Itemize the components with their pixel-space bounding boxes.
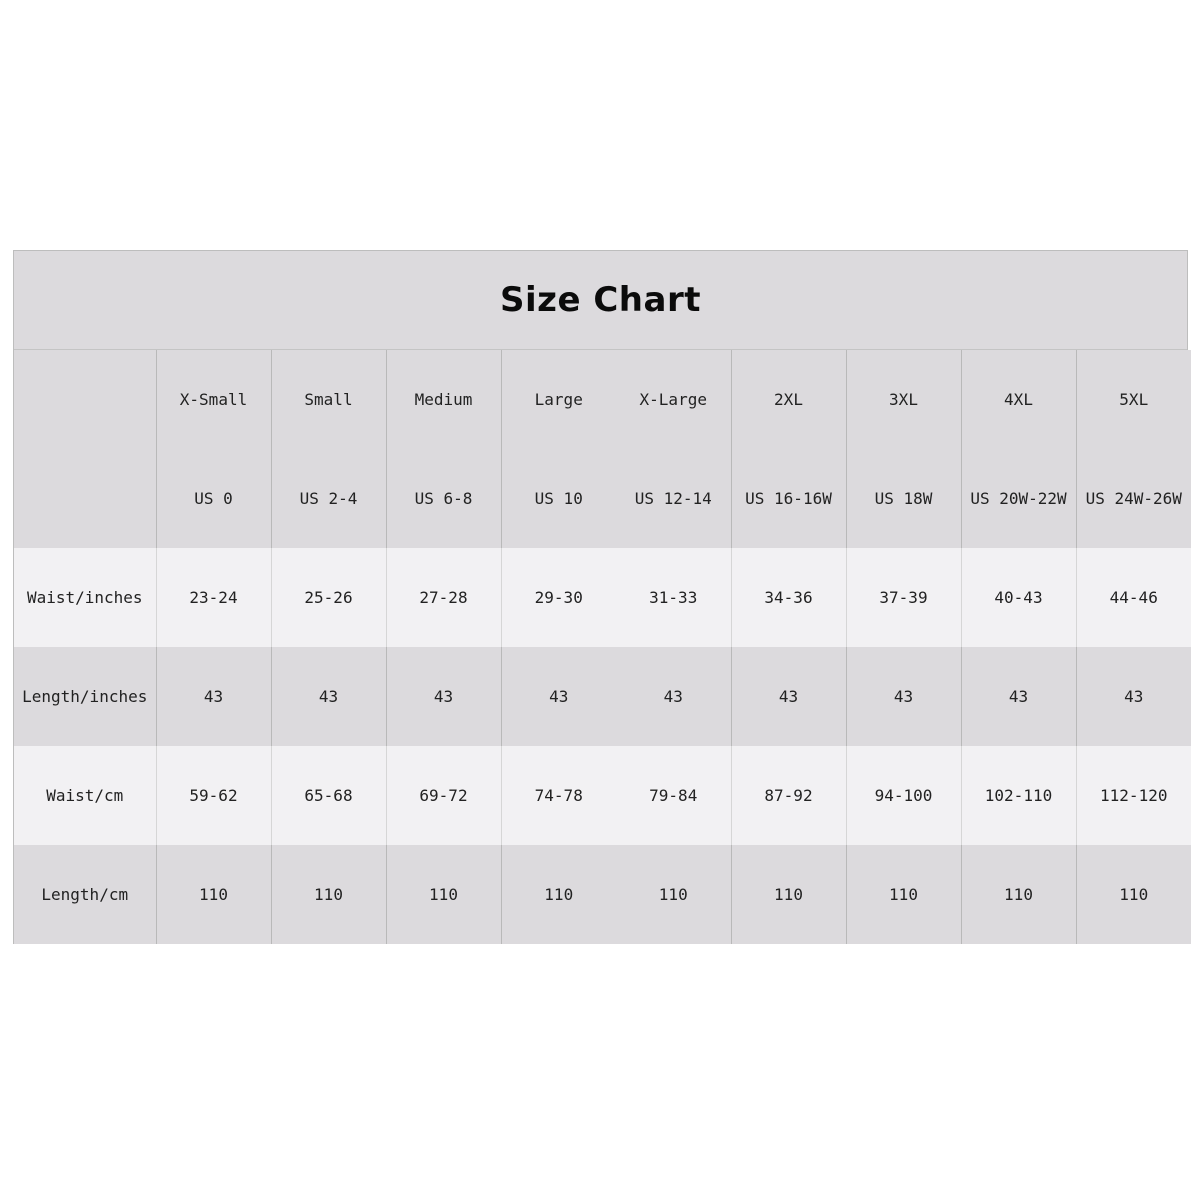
- us-size-cell: US 20W-22W: [961, 449, 1076, 548]
- size-header: Small: [271, 350, 386, 449]
- us-size-cell: US 16-16W: [731, 449, 846, 548]
- table-cell: 74-78: [501, 746, 616, 845]
- row-label: Waist/cm: [14, 746, 156, 845]
- size-header: 4XL: [961, 350, 1076, 449]
- us-size-cell: US 2-4: [271, 449, 386, 548]
- us-size-cell: US 12-14: [616, 449, 731, 548]
- size-header: 5XL: [1076, 350, 1191, 449]
- length-inches-row: [14, 647, 1191, 746]
- table-cell: 110: [386, 845, 501, 944]
- size-header: 2XL: [731, 350, 846, 449]
- corner-cell: [14, 449, 156, 548]
- us-size-cell: US 18W: [846, 449, 961, 548]
- table-cell: 43: [271, 647, 386, 746]
- size-header: Medium: [386, 350, 501, 449]
- table-cell: 31-33: [616, 548, 731, 647]
- table-cell: 23-24: [156, 548, 271, 647]
- table-cell: 25-26: [271, 548, 386, 647]
- table-cell: 110: [156, 845, 271, 944]
- title-bar: [14, 251, 1187, 350]
- table-cell: 43: [501, 647, 616, 746]
- table-cell: 43: [1076, 647, 1191, 746]
- us-size-row: [14, 449, 1191, 548]
- size-table: [14, 350, 1191, 944]
- table-cell: 94-100: [846, 746, 961, 845]
- row-label: Length/cm: [14, 845, 156, 944]
- waist-cm-row: [14, 746, 1191, 845]
- table-cell: 79-84: [616, 746, 731, 845]
- table-cell: 102-110: [961, 746, 1076, 845]
- table-cell: 69-72: [386, 746, 501, 845]
- table-cell: 43: [386, 647, 501, 746]
- table-cell: 65-68: [271, 746, 386, 845]
- row-label: Length/inches: [14, 647, 156, 746]
- table-cell: 112-120: [1076, 746, 1191, 845]
- size-header: X-Large: [616, 350, 731, 449]
- table-cell: 40-43: [961, 548, 1076, 647]
- size-header: Large: [501, 350, 616, 449]
- table-cell: 37-39: [846, 548, 961, 647]
- table-cell: 29-30: [501, 548, 616, 647]
- table-cell: 110: [616, 845, 731, 944]
- size-header: X-Small: [156, 350, 271, 449]
- table-cell: 43: [731, 647, 846, 746]
- table-cell: 59-62: [156, 746, 271, 845]
- length-cm-row: [14, 845, 1191, 944]
- table-cell: 27-28: [386, 548, 501, 647]
- table-cell: 110: [846, 845, 961, 944]
- corner-cell: [14, 350, 156, 449]
- table-cell: 44-46: [1076, 548, 1191, 647]
- us-size-cell: US 10: [501, 449, 616, 548]
- size-chart: [13, 250, 1188, 944]
- row-label: Waist/inches: [14, 548, 156, 647]
- table-cell: 110: [731, 845, 846, 944]
- size-name-row: [14, 350, 1191, 449]
- us-size-cell: US 0: [156, 449, 271, 548]
- table-cell: 34-36: [731, 548, 846, 647]
- table-cell: 43: [846, 647, 961, 746]
- table-cell: 110: [961, 845, 1076, 944]
- table-cell: 43: [961, 647, 1076, 746]
- chart-title: Size Chart: [500, 280, 701, 320]
- table-cell: 43: [616, 647, 731, 746]
- table-cell: 43: [156, 647, 271, 746]
- size-header: 3XL: [846, 350, 961, 449]
- us-size-cell: US 6-8: [386, 449, 501, 548]
- table-cell: 110: [501, 845, 616, 944]
- table-cell: 87-92: [731, 746, 846, 845]
- table-cell: 110: [271, 845, 386, 944]
- us-size-cell: US 24W-26W: [1076, 449, 1191, 548]
- table-cell: 110: [1076, 845, 1191, 944]
- waist-inches-row: [14, 548, 1191, 647]
